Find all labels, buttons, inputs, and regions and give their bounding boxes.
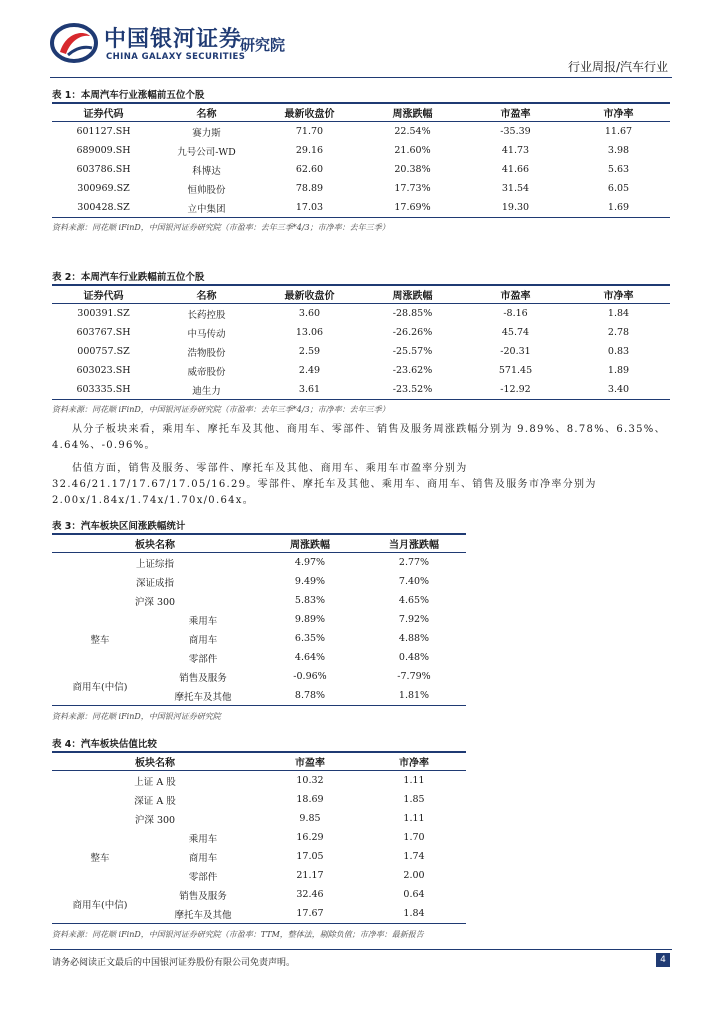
table-cell: 沪深 300 — [134, 814, 176, 826]
group-label-vehicle: 整车 — [90, 852, 110, 864]
table-cell: 300428.SZ — [52, 198, 155, 218]
table2-top-losers — [52, 284, 670, 400]
table-cell: 22.54% — [394, 126, 431, 137]
table-cell: 1.11 — [403, 775, 425, 786]
table-header: 最新收盘价 — [258, 285, 361, 304]
table-cell: 603023.SH — [76, 365, 131, 376]
table-cell: -7.79% — [397, 671, 431, 682]
table-cell: 乘用车 — [188, 833, 218, 845]
table-cell: 41.66 — [501, 164, 530, 175]
table-cell: 0.64 — [403, 889, 425, 900]
table-cell: 商用车 — [188, 634, 218, 646]
table-row — [52, 610, 466, 629]
table-cell: 摩托车及其他 — [148, 904, 258, 924]
table-cell: 11.67 — [604, 126, 633, 137]
table-row — [52, 790, 466, 809]
table-cell: 威帝股份 — [187, 366, 226, 378]
table-cell: -23.62% — [392, 365, 433, 376]
table-header: 当月涨跌幅 — [362, 534, 466, 553]
table-cell: 20.38% — [394, 164, 431, 175]
report-section: 行业周报/汽车行业 — [567, 60, 668, 74]
table-cell: 5.83% — [294, 595, 326, 606]
table-row — [52, 553, 466, 573]
table-cell: 9.89% — [294, 614, 326, 625]
table-cell: 18.69 — [296, 794, 324, 805]
table-cell: 4.97% — [294, 557, 326, 568]
table-row — [52, 885, 466, 904]
page-number: 4 — [656, 953, 670, 967]
table-cell: 17.67 — [258, 904, 362, 924]
table3-caption: 表 3：汽车板块区间涨跌幅统计 — [52, 521, 186, 532]
table-header: 证券代码 — [52, 103, 155, 122]
table-cell: 45.74 — [501, 327, 530, 338]
footer-divider — [50, 949, 672, 950]
table-cell: -28.85% — [392, 308, 433, 319]
table-cell: -23.52% — [361, 380, 464, 400]
table-cell: 571.45 — [498, 365, 533, 376]
table-row — [52, 160, 670, 179]
table4-caption: 表 4：汽车板块估值比较 — [52, 739, 157, 750]
table-row — [52, 572, 466, 591]
table-header: 周涨跌幅 — [258, 534, 362, 553]
table-cell: 5.63 — [607, 164, 630, 175]
table1-source: 资料来源：同花顺 iFinD，中国银河证券研究院（市盈率：去年三季*4/3；市净率：去年三季） — [52, 223, 390, 232]
table3-source: 资料来源：同花顺 iFinD，中国银河证券研究院 — [52, 712, 221, 721]
table-cell: 2.00 — [403, 870, 425, 881]
table-cell: 601127.SH — [76, 126, 131, 137]
table-cell: 立中集团 — [155, 198, 258, 218]
table-row — [52, 667, 466, 686]
table-cell: 0.83 — [607, 346, 630, 357]
galaxy-logo-icon — [50, 22, 98, 64]
table1-caption: 表 1：本周汽车行业涨幅前五位个股 — [52, 90, 205, 101]
table-header: 市净率 — [567, 285, 670, 304]
table-cell: -35.39 — [500, 126, 531, 137]
table-cell: 300969.SZ — [77, 183, 130, 194]
table-cell: 1.84 — [607, 308, 630, 319]
table-cell: 4.65% — [398, 595, 430, 606]
table-row — [52, 342, 670, 361]
table-cell: 603767.SH — [76, 327, 131, 338]
table-cell: 2.77% — [398, 557, 430, 568]
table-row — [52, 361, 670, 380]
table-cell: 科博达 — [192, 165, 221, 177]
table-cell: 62.60 — [295, 164, 324, 175]
table-cell: -12.92 — [464, 380, 567, 400]
table-cell: 17.03 — [258, 198, 361, 218]
table-cell: 603335.SH — [52, 380, 155, 400]
table-row — [52, 304, 670, 324]
table-cell: 销售及服务 — [179, 890, 227, 902]
table-cell: -26.26% — [392, 327, 433, 338]
table1-top-gainers — [52, 102, 670, 218]
table4-valuation — [52, 751, 466, 924]
table-cell: 1.74 — [403, 851, 425, 862]
table-cell: 沪深 300 — [134, 596, 176, 608]
table-cell: 21.60% — [394, 145, 431, 156]
table-cell: 8.78% — [258, 686, 362, 706]
table-cell: 3.98 — [607, 145, 630, 156]
table2-source: 资料来源：同花顺 iFinD，中国银河证券研究院（市盈率：去年三季*4/3；市净率：去年三季） — [52, 405, 390, 414]
table-cell: 689009.SH — [76, 145, 131, 156]
table-cell: 4.64% — [294, 652, 326, 663]
table-cell: 销售及服务 — [179, 672, 227, 684]
table-header: 名称 — [155, 285, 258, 304]
table-row — [52, 141, 670, 160]
table-cell: 7.92% — [398, 614, 430, 625]
table-cell: 21.17 — [296, 870, 324, 881]
table-header: 最新收盘价 — [258, 103, 361, 122]
table-cell: 13.06 — [295, 327, 324, 338]
table-header: 市净率 — [362, 752, 466, 771]
table-cell: 乘用车 — [188, 615, 218, 627]
table-cell: -8.16 — [503, 308, 528, 319]
table-row — [52, 828, 466, 847]
table-header: 周涨跌幅 — [361, 103, 464, 122]
table-cell: 17.69% — [361, 198, 464, 218]
table-cell: 10.32 — [296, 775, 324, 786]
table-row — [52, 323, 670, 342]
table-cell: 3.60 — [298, 308, 321, 319]
table-cell: 4.88% — [398, 633, 430, 644]
table-cell: 2.78 — [607, 327, 630, 338]
table-header: 市盈率 — [464, 285, 567, 304]
table-cell: 长药控股 — [187, 309, 226, 321]
table-cell: 1.69 — [567, 198, 670, 218]
paragraph-sector-returns: 从分子板块来看，乘用车、摩托车及其他、商用车、零部件、销售及服务周涨跌幅分别为 9.89%、8.78%、6.35%、4.64%、-0.96%。 — [52, 424, 666, 451]
table-cell: 32.46 — [296, 889, 324, 900]
table-header: 市盈率 — [464, 103, 567, 122]
logo-english-name: CHINA GALAXY SECURITIES — [106, 52, 246, 62]
table-row — [52, 122, 670, 142]
table-cell: 1.84 — [362, 904, 466, 924]
table-cell: 7.40% — [398, 576, 430, 587]
table-cell: 零部件 — [188, 871, 218, 883]
paragraph-valuation: 估值方面，销售及服务、零部件、摩托车及其他、商用车、乘用车市盈率分别为 32.46/21.17/17.67/17.05/16.29。零部件、摩托车及其他、乘用车、商用车、销售及服务市净率分别为 2.00x/1.84x/1.74x/1.70x/0.64x。 — [52, 463, 597, 506]
table-row — [52, 809, 466, 828]
table-cell: 摩托车及其他 — [148, 686, 258, 706]
table-cell: -20.31 — [500, 346, 531, 357]
table-cell: 6.35% — [294, 633, 326, 644]
table-cell: 中马传动 — [187, 328, 226, 340]
table-cell: 1.11 — [403, 813, 425, 824]
table-row — [52, 179, 670, 198]
table-cell: 1.81% — [362, 686, 466, 706]
table-cell: 深证成指 — [135, 577, 174, 589]
table-header: 板块名称 — [52, 534, 258, 553]
table-cell: 19.30 — [464, 198, 567, 218]
table-cell: 上证综指 — [135, 558, 174, 570]
table-cell: 零部件 — [188, 653, 218, 665]
table-row — [52, 591, 466, 610]
table-cell: 3.40 — [567, 380, 670, 400]
header-divider — [50, 77, 672, 78]
table-cell: 商用车 — [188, 852, 218, 864]
table-cell: 1.70 — [403, 832, 425, 843]
footer-disclaimer: 请务必阅读正文最后的中国银河证券股份有限公司免责声明。 — [52, 958, 296, 968]
table-cell: 603786.SH — [76, 164, 131, 175]
table-cell: 浩物股份 — [187, 347, 226, 359]
table-cell: 深证 A 股 — [134, 795, 176, 807]
group-label-citic: 商用车(中信) — [52, 885, 148, 924]
logo-chinese-name: 中国银河证券 — [104, 27, 243, 52]
table-row — [52, 380, 670, 400]
table4-source: 资料来源：同花顺 iFinD，中国银河证券研究院（市盈率：TTM，整体法，剔除负值；市净率：最新报告 — [52, 930, 424, 939]
table-header: 板块名称 — [52, 752, 258, 771]
group-label-vehicle: 整车 — [90, 634, 110, 646]
table-cell: 71.70 — [295, 126, 324, 137]
table-cell: 2.59 — [298, 346, 321, 357]
table-cell: 1.85 — [403, 794, 425, 805]
table-cell: 300391.SZ — [77, 308, 130, 319]
table-header: 证券代码 — [52, 285, 155, 304]
table-cell: 41.73 — [501, 145, 530, 156]
table-cell: 2.49 — [298, 365, 321, 376]
table-cell: 29.16 — [295, 145, 324, 156]
table-header: 市净率 — [567, 103, 670, 122]
table-cell: 恒帅股份 — [187, 184, 226, 196]
table-cell: -25.57% — [392, 346, 433, 357]
table-cell: 3.61 — [258, 380, 361, 400]
institute-label: 研究院 — [240, 36, 286, 54]
table2-caption: 表 2：本周汽车行业跌幅前五位个股 — [52, 272, 205, 283]
table-cell: -0.96% — [293, 671, 327, 682]
table-header: 市盈率 — [258, 752, 362, 771]
table-cell: 9.49% — [294, 576, 326, 587]
table-cell: 31.54 — [501, 183, 530, 194]
table-cell: 9.85 — [299, 813, 321, 824]
table-row — [52, 198, 670, 218]
table-cell: 上证 A 股 — [134, 776, 176, 788]
table-cell: 赛力斯 — [192, 127, 221, 139]
table-cell: 1.89 — [607, 365, 630, 376]
table-cell: 九号公司-WD — [177, 146, 236, 158]
group-label-citic: 商用车(中信) — [52, 667, 148, 706]
table-header: 名称 — [155, 103, 258, 122]
table-cell: 17.73% — [394, 183, 431, 194]
table-header: 周涨跌幅 — [361, 285, 464, 304]
table-cell: 000757.SZ — [77, 346, 130, 357]
table-cell: 78.89 — [295, 183, 324, 194]
table-cell: 迪生力 — [155, 380, 258, 400]
table3-sector-returns — [52, 533, 466, 706]
table-cell: 16.29 — [296, 832, 324, 843]
table-cell: 6.05 — [607, 183, 630, 194]
table-row — [52, 771, 466, 791]
table-cell: 0.48% — [398, 652, 430, 663]
table-cell: 17.05 — [296, 851, 324, 862]
